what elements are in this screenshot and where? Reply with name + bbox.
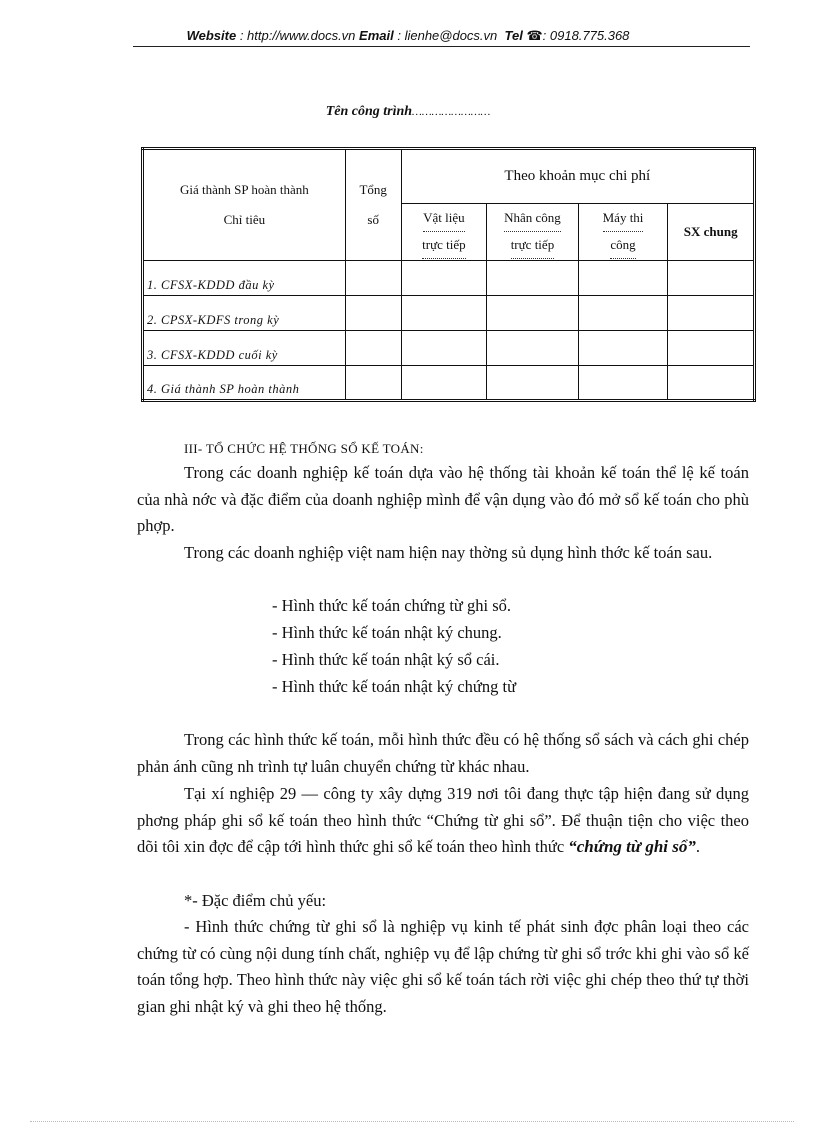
paragraph-2-text: Trong các doanh nghiệp việt nam hiện nay thờng sủ dụng hình thớc kế toán sau. <box>184 543 713 562</box>
cell-empty <box>578 296 668 331</box>
table-row <box>143 296 755 331</box>
project-name-line <box>0 104 816 120</box>
list-item: - Hình thức kế toán chứng từ ghi sổ. <box>272 596 512 615</box>
cell-empty <box>401 331 487 366</box>
header-total-line2: số <box>367 212 379 227</box>
cell-empty <box>668 261 755 296</box>
cell-empty <box>578 366 668 401</box>
header-labor-line2: trực tiếp <box>511 232 555 259</box>
email-label: Email <box>359 28 394 43</box>
list-item: - Hình thức kế toán nhật ký sổ cái. <box>272 650 500 669</box>
header-machine-line1: Máy thi <box>603 205 644 232</box>
cell-empty <box>401 261 487 296</box>
table-row <box>143 366 755 401</box>
paragraph-6 <box>137 914 749 1021</box>
header-total-line1: Tổng <box>359 182 387 197</box>
cell-empty <box>345 261 401 296</box>
table-row <box>143 261 755 296</box>
paragraph-4-text: Tại xí nghiệp 29 — công ty xây dựng 319 nơi tôi đang thực tập hiện đang sử dụng phơng pháp ghi sổ kế toán theo hình thức “Chứng từ ghi sổ”. Để thuận tiện cho việc theo dõi tôi xin đợc để cập tới hình thức ghi sổ kế toán theo hình thức <box>137 784 749 857</box>
paragraph-3-text: Trong các hình thức kế toán, mỗi hình thức đều có hệ thống sổ sách và cách ghi chép phản ánh cũng nh trình tự luân chuyển chứng từ khác nhau. <box>137 730 749 776</box>
paragraph-4-emphasis: “chứng từ ghi sổ” <box>568 837 696 857</box>
header-cost-items: Theo khoản mục chi phí <box>401 149 754 204</box>
cell-empty <box>668 331 755 366</box>
paragraph-1 <box>137 460 749 540</box>
table-row <box>143 331 755 366</box>
tel-value: : 0918.775.368 <box>542 28 630 43</box>
list-item: - Hình thức kế toán nhật ký chứng từ <box>272 677 517 696</box>
row-label: 3. CFSX-KDDD cuối kỳ <box>143 331 346 366</box>
cell-empty <box>487 331 579 366</box>
cell-empty <box>345 366 401 401</box>
cell-empty <box>487 261 579 296</box>
header-machine-line2: công <box>610 232 635 259</box>
header-indicator <box>143 149 346 261</box>
paragraph-4 <box>137 781 749 861</box>
header-materials <box>401 204 487 261</box>
paragraph-2 <box>137 540 749 567</box>
paragraph-1-text: Trong các doanh nghiệp kế toán dựa vào hệ thống tài khoản kế toán thể lệ kế toán của nhà nớc và đặc điểm của doanh nghiệp mình để vận dụng vào đó mở sổ kế toán cho phù phợp. <box>137 463 749 536</box>
cell-empty <box>401 366 487 401</box>
cell-empty <box>487 366 579 401</box>
list-item: - Hình thức kế toán nhật ký chung. <box>272 623 502 642</box>
header-labor <box>487 204 579 261</box>
website-label: Website <box>186 28 237 43</box>
header-materials-line1: Vật liệu <box>423 205 465 232</box>
row-label: 4. Giá thành SP hoàn thành <box>143 366 346 401</box>
header-indicator-line1: Giá thành SP hoàn thành <box>180 182 309 197</box>
header-machine <box>578 204 668 261</box>
website-value[interactable]: : http://www.docs.vn <box>239 28 356 43</box>
header-labor-line1: Nhân công <box>504 205 561 232</box>
cell-empty <box>401 296 487 331</box>
cell-empty <box>668 296 755 331</box>
header-indicator-line2: Chỉ tiêu <box>223 212 266 227</box>
cell-empty <box>345 331 401 366</box>
paragraph-4-end: . <box>695 837 700 857</box>
cell-empty <box>345 296 401 331</box>
cell-empty <box>578 261 668 296</box>
footer-divider <box>30 1121 794 1122</box>
cell-empty <box>668 366 755 401</box>
cost-table <box>141 147 756 402</box>
page-header <box>0 28 816 44</box>
project-label: Tên công trình <box>325 104 413 119</box>
paragraph-3 <box>137 727 749 780</box>
header-total <box>345 149 401 261</box>
email-value[interactable]: : lienhe@docs.vn <box>397 28 498 43</box>
row-label: 1. CFSX-KDDD đầu kỳ <box>143 261 346 296</box>
paragraph-5-text: *- Đặc điểm chủ yếu: <box>184 891 327 910</box>
header-materials-line2: trực tiếp <box>422 232 466 259</box>
cell-empty <box>487 296 579 331</box>
tel-label: Tel <box>504 28 523 43</box>
row-label: 2. CPSX-KDFS trong kỳ <box>143 296 346 331</box>
cell-empty <box>578 331 668 366</box>
header-general: SX chung <box>668 204 755 261</box>
phone-icon: ☎ <box>526 28 543 43</box>
paragraph-6-text: - Hình thức chứng từ ghi sổ là nghiệp vụ kinh tế phát sinh đợc phân loại theo các chứng từ có cùng nội dung tính chất, nghiệp vụ để lập chứng từ ghi sổ trớc khi ghi vào sổ kế toán tổng hợp. Theo hình thức này việc ghi sổ kế toán tách rời việc ghi chép theo thứ tự thời gian ghi nhật ký và ghi theo hệ thống. <box>137 917 749 1017</box>
project-dots: …………………… <box>412 106 491 118</box>
header-divider <box>133 46 750 47</box>
section-title: III- TỔ CHỨC HỆ THỐNG SỔ KẾ TOÁN: <box>184 441 424 456</box>
paragraph-5 <box>137 888 749 915</box>
